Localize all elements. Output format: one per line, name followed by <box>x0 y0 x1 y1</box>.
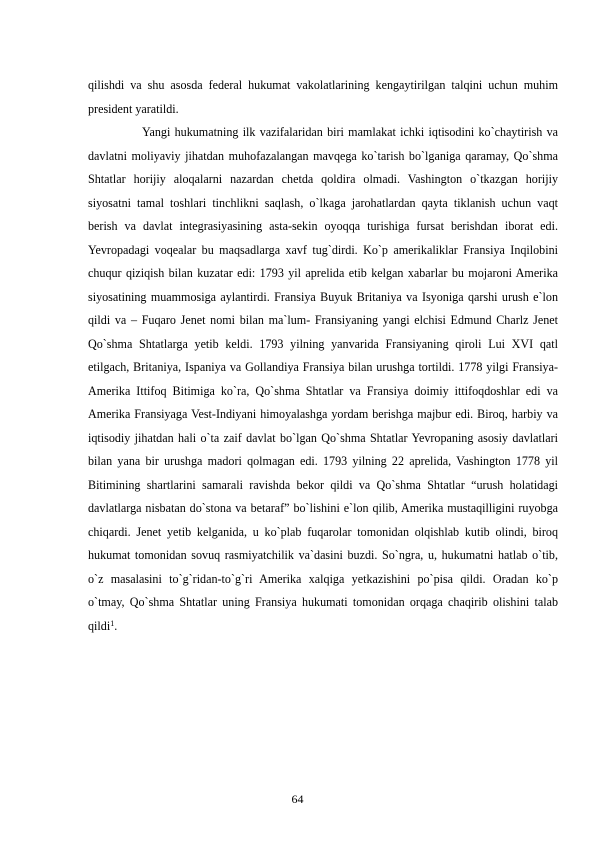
paragraph-1-text: qilishdi va shu asosda federal hukumat vakolatlarining kengaytirilgan talqini uchun muhim president yaratildi. <box>88 78 558 116</box>
page-number: 64 <box>291 792 304 806</box>
page-body <box>88 74 558 638</box>
paragraph-1 <box>88 74 558 121</box>
footnote-marker[interactable]: 1 <box>110 618 115 628</box>
paragraph-2-text: Yangi hukumatning ilk vazifalaridan biri mamlakat ichki iqtisodini ko`chaytirish va davlatni moliyaviy jihatdan muhofazalangan mavqega ko`tarish bo`lganiga qaramay, Qo`shma Shtatlar horijiy aloqalarni nazardan chetda qoldira olmadi. Vashington o`tkazgan horijiy siyosatni tamal toshlari tinchlikni saqlash, o`lkaga jarohatlardan qayta tiklanish uchun vaqt berish va davlat integrasiyasining asta-sekin oyoqqa turishiga fursat berishdan iborat edi. Yevropadagi voqealar bu maqsadlarga xavf tug`dirdi. Ko`p amerikaliklar Fransiya Inqilobini chuqur qiziqish bilan kuzatar edi: 1793 yil aprelida etib kelgan xabarlar bu mojaroni Amerika siyosatining muammosiga aylantirdi. Fransiya Buyuk Britaniya va Isyoniga qarshi urush e`lon qildi va – Fuqaro Jenet nomi bilan ma`lum- Fransiyaning yangi elchisi Edmund Charlz Jenet Qo`shma Shtatlarga yetib keldi. 1793 yilning yanvarida Fransiyaning qiroli Lui XVI qatl etilgach, Britaniya, Ispaniya va Gollandiya Fransiya bilan urushga tortildi. 1778 yilgi Fransiya-Amerika Ittifoq Bitimiga ko`ra, Qo`shma Shtatlar va Fransiya doimiy ittifoqdoshlar edi va Amerika Fransiyaga Vest-Indiyani himoyalashga yordam berishga majbur edi. Biroq, harbiy va iqtisodiy jihatdan hali o`ta zaif davlat bo`lgan Qo`shma Shtatlar Yevropaning asosiy davlatlari bilan yana bir urushga madori qolmagan edi. 1793 yilning 22 aprelida, Vashington 1778 yil Bitimining shartlarini samarali ravishda bekor qildi va Qo`shma Shtatlar “urush holatidagi davlatlarga nisbatan do`stona va betaraf” bo`lishini e`lon qilib, Amerika mustaqilligini ruyobga chiqardi. Jenet yetib kelganida, u ko`plab fuqarolar tomonidan olqishlab kutib olindi, biroq hukumat tomonidan sovuq rasmiyatchilik va`dasini buzdi. So`ngra, u, hukumatni hatlab o`tib, o`z masalasini to`g`ridan-to`g`ri Amerika xalqiga yetkazishini po`pisa qildi. Oradan ko`p o`tmay, Qo`shma Shtatlar uning Fransiya hukumati tomonidan orqaga chaqirib olishini talab qildi <box>88 125 558 633</box>
paragraph-2-end: . <box>114 618 118 633</box>
paragraph-2 <box>88 121 558 638</box>
